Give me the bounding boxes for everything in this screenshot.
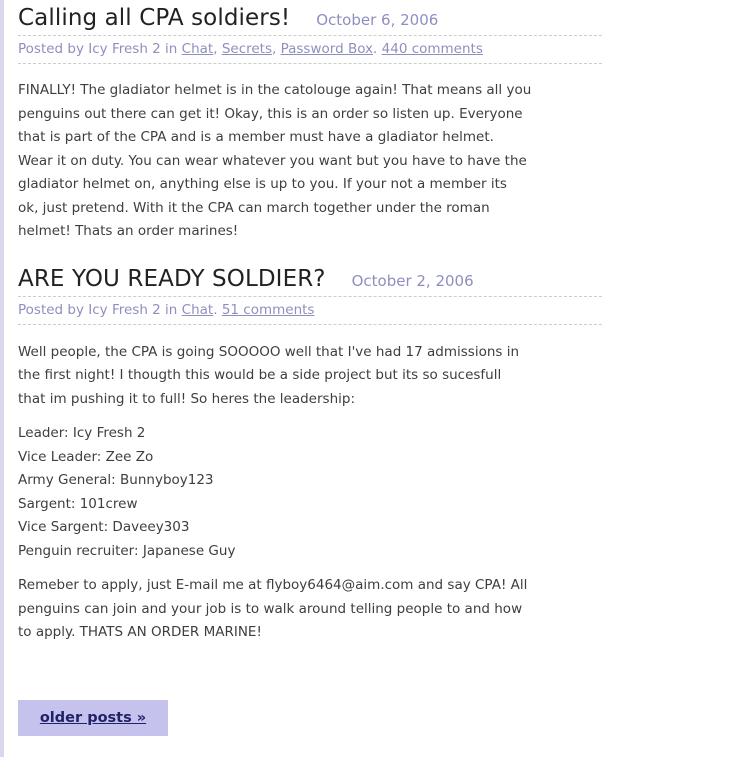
post-header: [18, 5, 602, 36]
post-1: [18, 0, 602, 244]
post-meta: Posted by Icy Fresh 2 in Chat. 51 comments: [18, 302, 602, 325]
category-link-chat[interactable]: Chat: [181, 301, 214, 318]
post-body: [18, 79, 602, 244]
leadership-list: Leader: Icy Fresh 2 Vice Leader: Zee Zo Army General: Bunnyboy123 Sargent: 101crew Vice Sargent: Daveey303 Penguin recruiter: Japanese Guy: [18, 425, 236, 559]
post-paragraph: Well people, the CPA is going SOOOOO well that I've had 17 admissions in the first night! I thougth this would be a side project but its so sucesfull that im pushing it to full! So heres the leadership:: [18, 343, 520, 407]
post-title[interactable]: Calling all CPA soldiers!: [18, 5, 291, 31]
post-header: [18, 266, 602, 297]
older-posts-button[interactable]: older posts »: [18, 700, 168, 736]
category-link-chat[interactable]: Chat: [181, 41, 214, 57]
posted-by-text: Posted by Icy Fresh 2 in: [18, 301, 178, 318]
post-date: October 2, 2006: [351, 271, 474, 290]
category-link-password-box[interactable]: Password Box: [280, 41, 374, 57]
post-date: October 6, 2006: [316, 11, 439, 29]
post-list: [18, 0, 602, 645]
posted-by-text: Posted by Icy Fresh 2 in: [18, 41, 178, 57]
post-paragraph: FINALLY! The gladiator helmet is in the catolouge again! That means all you penguins out there can get it! Okay, this is an order so listen up. Everyone that is part of the CPA and is a member must have a gladiator helmet. Wear it on duty. You can wear whatever you want but you have to have the gladiator helmet on, anything else is up to you. If your not a member its ok, just pretend. With it the CPA can march together under the roman helmet! Thats an order marines!: [18, 82, 532, 239]
post-meta: Posted by Icy Fresh 2 in Chat, Secrets, Password Box. 440 comments: [18, 41, 602, 64]
post-body: [18, 341, 602, 645]
category-link-secrets[interactable]: Secrets: [221, 41, 272, 57]
post-2: [18, 266, 602, 645]
comments-link[interactable]: 440 comments: [381, 41, 483, 57]
comments-link[interactable]: 51 comments: [221, 301, 315, 318]
post-title[interactable]: ARE YOU READY SOLDIER?: [18, 265, 326, 292]
post-paragraph: Remeber to apply, just E-mail me at flyboy6464@aim.com and say CPA! All penguins can join and your job is to walk around telling people to and how to apply. THATS AN ORDER MARINE!: [18, 577, 528, 640]
left-border: [0, 0, 4, 757]
